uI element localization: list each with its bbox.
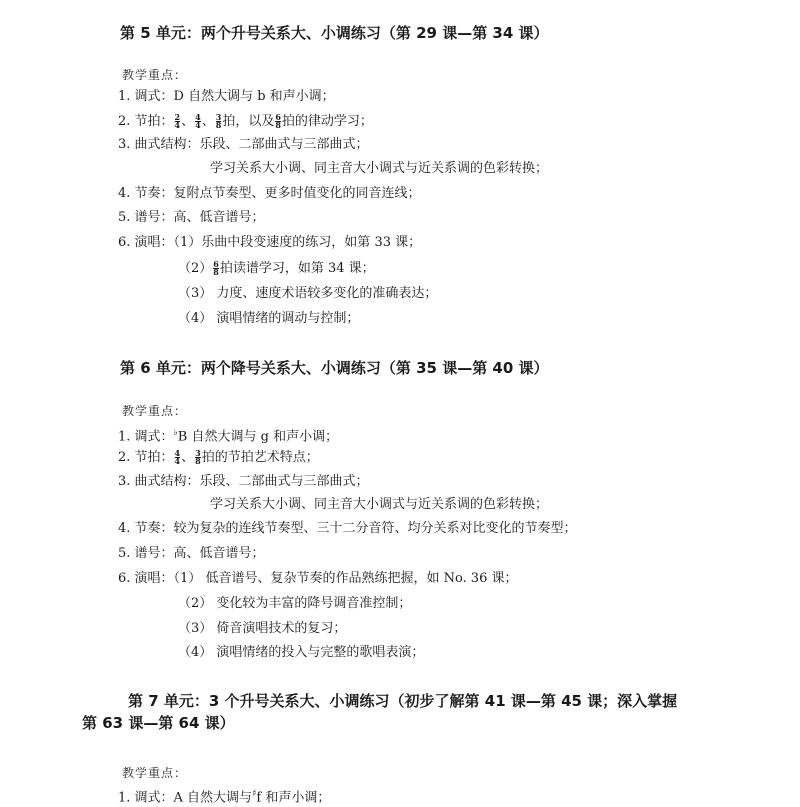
unit7-line-1: 1. 调式：A 自然大调与♯f 和声小调；	[118, 789, 331, 806]
sharp-sign: ♯	[252, 789, 257, 799]
unit5-line-6-3: （3） 力度、速度术语较多变化的准确表达；	[178, 286, 438, 301]
meter-6-8: $\frac{6}{8}$	[213, 259, 219, 277]
meter-3-8: $\frac{3}{8}$	[195, 448, 201, 466]
unit5-line-2: 2. 节拍： $\frac{2}{4}$ 、 $\frac{4}{4}$ 、 $\frac{3}{8}$ 拍，以及 $\frac{6}{8}$ 拍的律动学习；	[118, 112, 373, 130]
unit6-line-6-2: （2） 变化较为丰富的降号调音准控制；	[178, 596, 412, 611]
unit5-line-1: 1. 调式：D 自然大调与 b 和声小调；	[118, 89, 335, 104]
meter-3-8: $\frac{3}{8}$	[215, 112, 222, 130]
unit6-line-5: 5. 谱号：高、低音谱号；	[118, 546, 265, 561]
unit6-line-6-4: （4） 演唱情绪的投入与完整的歌唱表演；	[178, 645, 425, 660]
unit7-title: 第 7 单元：3 个升号关系大、小调练习（初步了解第 41 课—第 45 课；深入掌握第 63 课—第 64 课）	[82, 692, 678, 732]
unit6-line-3-cont: 学习关系大小调、同主音大小调式与近关系调的色彩转换；	[210, 497, 549, 512]
unit7-focus-label: 教学重点：	[122, 766, 188, 780]
unit6-line-6-3: （3） 倚音演唱技术的复习；	[178, 621, 347, 636]
unit6-line-4: 4. 节奏：较为复杂的连线节奏型、三十二分音符、均分关系对比变化的节奏型；	[118, 521, 577, 536]
meter-6-8: $\frac{6}{8}$	[275, 112, 281, 130]
unit5-line-3: 3. 曲式结构：乐段、二部曲式与三部曲式；	[118, 137, 369, 152]
unit5-line-3-cont: 学习关系大小调、同主音大小调式与近关系调的色彩转换；	[210, 161, 549, 176]
unit5-line-6-2: （2） $\frac{6}{8}$ 拍读谱学习，如第 34 课；	[178, 259, 375, 277]
unit5-line-4: 4. 节奏：复附点节奏型、更多时值变化的同音连线；	[118, 186, 421, 201]
unit6-line-2: 2. 节拍： $\frac{4}{4}$ 、 $\frac{3}{8}$ 拍的节拍艺术特点；	[118, 448, 319, 466]
unit5-line-6-4: （4） 演唱情绪的调动与控制；	[178, 311, 360, 326]
unit5-line-6: 6. 演唱：（1）乐曲中段变速度的练习，如第 33 课；	[118, 235, 422, 250]
unit6-focus-label: 教学重点：	[122, 404, 188, 418]
unit6-line-1: 1. 调式：♭B 自然大调与 g 和声小调；	[118, 428, 339, 445]
meter-4-4: $\frac{4}{4}$	[195, 112, 201, 130]
unit5-focus-label: 教学重点：	[122, 68, 188, 82]
unit5-line-5: 5. 谱号：高、低音谱号；	[118, 210, 265, 225]
unit6-line-3: 3. 曲式结构：乐段、二部曲式与三部曲式；	[118, 474, 369, 489]
unit5-title: 第 5 单元：两个升号关系大、小调练习（第 29 课—第 34 课）	[120, 24, 549, 42]
unit6-line-6: 6. 演唱：（1） 低音谱号、复杂节奏的作品熟练把握，如 No. 36 课；	[118, 571, 518, 586]
flat-sign: ♭	[173, 428, 178, 438]
meter-2-4: $\frac{2}{4}$	[174, 112, 181, 130]
unit6-title: 第 6 单元：两个降号关系大、小调练习（第 35 课—第 40 课）	[120, 359, 549, 377]
meter-4-4: $\frac{4}{4}$	[174, 448, 181, 466]
